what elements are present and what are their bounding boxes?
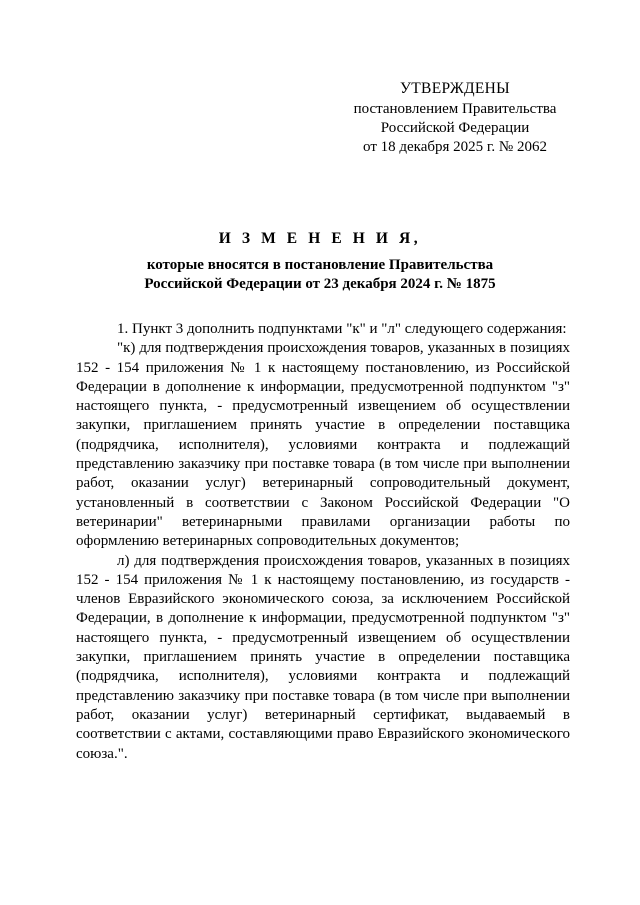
title-subtitle-line-2: Российской Федерации от 23 декабря 2024 г. № 1875 xyxy=(144,276,496,292)
paragraph-1: 1. Пункт 3 дополнить подпунктами "к" и "л" следующего содержания: xyxy=(117,321,567,337)
title-main: И З М Е Н Е Н И Я, xyxy=(218,230,422,247)
approval-heading: УТВЕРЖДЕНЫ xyxy=(400,80,510,97)
title-subtitle-line-1: которые вносятся в постановление Правительства xyxy=(146,257,494,273)
document-body xyxy=(76,320,570,764)
approval-line-1: постановлением Правительства xyxy=(353,101,557,117)
document-title xyxy=(70,229,570,294)
approval-block xyxy=(340,79,570,157)
paragraph-3: л) для подтверждения происхождения товаров, указанных в позициях 152 - 154 приложения № 1 к настоящему постановлению, из государств - членов Евразийского экономического союза, за исключением Российской Федерации, в дополнение к информации, предусмотренной подпунктом "з" настоящего пункта, - предусмотренный извещением об осуществлении закупки, приглашением принять участие в определении поставщика (подрядчика, исполнителя), условиями контракта и подлежащий представлению заказчику при поставке товара (в том числе при выполнении работ, оказании услуг) ветеринарный сертификат, выдаваемый в соответствии с актами, составляющими право Евразийского экономического союза.". xyxy=(76,552,570,762)
approval-line-2: Российской Федерации xyxy=(380,120,530,136)
paragraph-2: "к) для подтверждения происхождения товаров, указанных в позициях 152 - 154 приложения № 1 к настоящему постановлению, из Российской Федерации в дополнение к информации, предусмотренной подпунктом "з" настоящего пункта, - предусмотренный извещением об осуществлении закупки, приглашением принять участие в определении поставщика (подрядчика, исполнителя), условиями контракта и подлежащий представлению заказчику при поставке товара (в том числе при выполнении работ, оказании услуг) ветеринарный сопроводительный документ, установленный в соответствии с Законом Российской Федерации "О ветеринарии" ветеринарными правилами организации работы по оформлению ветеринарных сопроводительных документов; xyxy=(76,340,570,550)
approval-line-3: от 18 декабря 2025 г. № 2062 xyxy=(363,139,547,155)
